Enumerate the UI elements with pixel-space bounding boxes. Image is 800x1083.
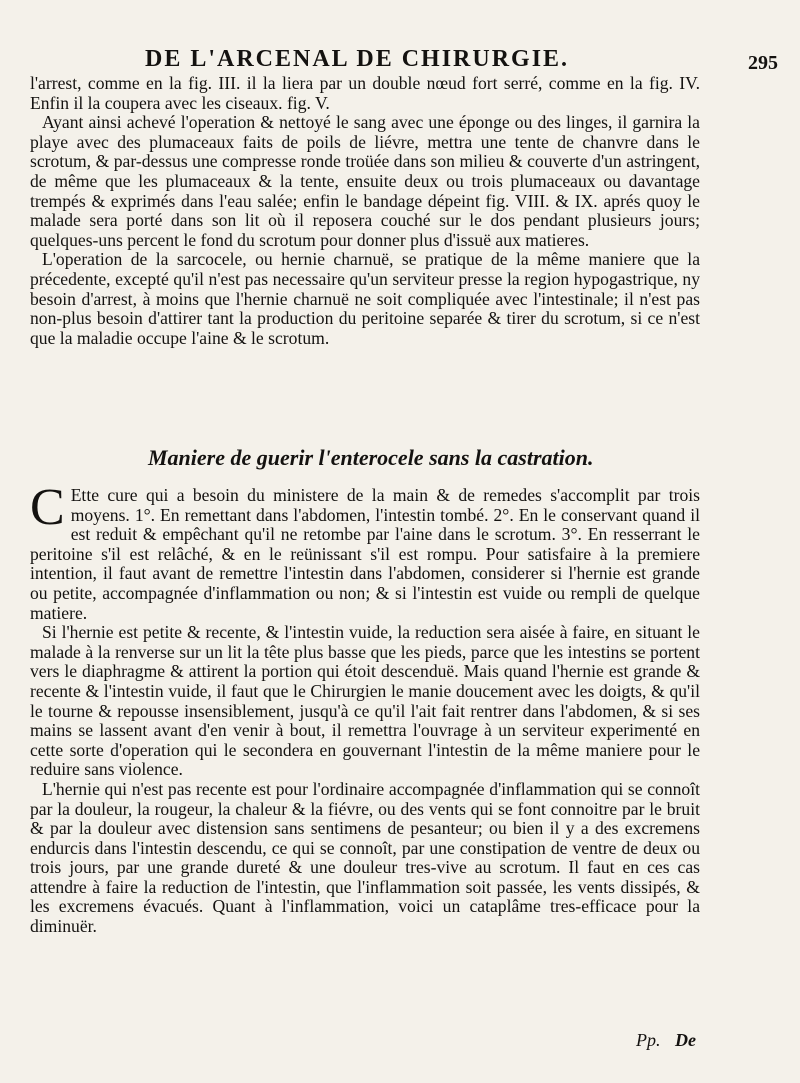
paragraph: L'operation de la sarcocele, ou hernie charnuë, se pratique de la même maniere que la précedente, excepté qu'il n'est pas necessaire qu'un serviteur presse la region hypogastrique, ny besoin d'arrest, à moins que l'hernie charnuë ne soit compliquée avec l'intestinale; il n'est pas non-plus besoin d'attirer tant la production du peritoine separée & tirer du scrotum, si ce n'est que la maladie occupe l'aine & le scrotum. [30,249,700,348]
section-title: Maniere de guerir l'enterocele sans la castration. [148,445,594,470]
paragraph: L'hernie qui n'est pas recente est pour l'ordinaire accompagnée d'inflammation qui se connoît par la douleur, la rougeur, la chaleur & la fiévre, ou des vents qui se font connoitre par le bruit & par la douleur avec distension sans sentimens de pesanteur; ou bien il y a des excremens endurcis dans l'intestin descendu, ce qui se connoît, par une constipation de ventre de deux ou trois jours, par une grande dureté & une douleur tres-vive au scrotum. Il faut en ces cas attendre à faire la reduction de l'intestin, que l'inflammation soit passée, les vents dissipés, & les excremens évacués. Quant à l'inflammation, voici un cataplâme tres-efficace pour la diminuër. [30,778,700,937]
paragraph-text: Ette cure qui a besoin du ministere de la main & de remedes s'accomplit par trois moyens. 1°. En remettant dans l'abdomen, l'intestin tombé. 2°. En le conservant quand il est reduit & empêchant qu'il ne retombe par l'aine dans le scrotum. 3°. En resserrant le peritoine s'il est relâché, & en le reünissant s'il est rompu. Pour satisfaire à la premiere intention, il faut avant de remettre l'intestin dans l'abdomen, considerer si l'hernie est grande ou petite, accompagnée d'inflammation ou non; & si l'intestin est vuide ou rempli de quelque matiere. [30,485,700,623]
page-number: 295 [748,52,778,74]
catchword: De [675,1030,696,1050]
paragraph: Ayant ainsi achevé l'operation & nettoyé le sang avec une éponge ou des linges, il garnira la playe avec des plumaceaux faits de poils de liévre, mettra une tente de chanvre dans le scrotum, & par-dessus une compresse ronde troüée dans son milieu & couverte d'un astringent, de même que les plumaceaux & la tente, ensuite deux ou trois plumaceaux ou davantage trempés & exprimés dans l'eau salée; enfin le bandage dépeint fig. VIII. & IX. aprés quoy le malade sera porté dans son lit où il reposera couché sur le dos pendant plusieurs jours; quelques-uns percent le fond du scrotum pour donner plus d'issuë aux matieres. [30,112,700,250]
paragraph: l'arrest, comme en la fig. III. il la liera par un double nœud fort serré, comme en la fig. IV. Enfin il la coupera avec les ciseaux. fig. V. [30,73,700,113]
paragraph: Si l'hernie est petite & recente, & l'intestin vuide, la reduction sera aisée à faire, en situant le malade à la renverse sur un lit la tête plus basse que les pieds, parce que les intestins se portent vers le diaphragme & attirent la portion qui étoit descenduë. Mais quand l'hernie est grande & recente & l'intestin vuide, il faut que le Chirurgien le manie doucement avec les doigts, & qu'il le tourne & repousse insensiblement, jusqu'à ce qu'il l'ait fait rentrer dans l'abdomen, & si ses mains se lassent avant d'en venir à bout, il remettra l'ouvrage à un serviteur experimenté en cette sorte d'operation qui le secondera en gouvernant l'intestin de la même maniere pour le reduire sans violence. [30,622,700,780]
drop-cap: C [30,479,65,536]
paragraph [30,479,700,623]
signature-mark: Pp. [636,1030,661,1050]
text-block-top [30,74,700,348]
text-block-bottom [30,479,700,937]
page-footer [0,1030,800,1056]
running-head: DE L'ARCENAL DE CHIRURGIE. [145,46,570,72]
